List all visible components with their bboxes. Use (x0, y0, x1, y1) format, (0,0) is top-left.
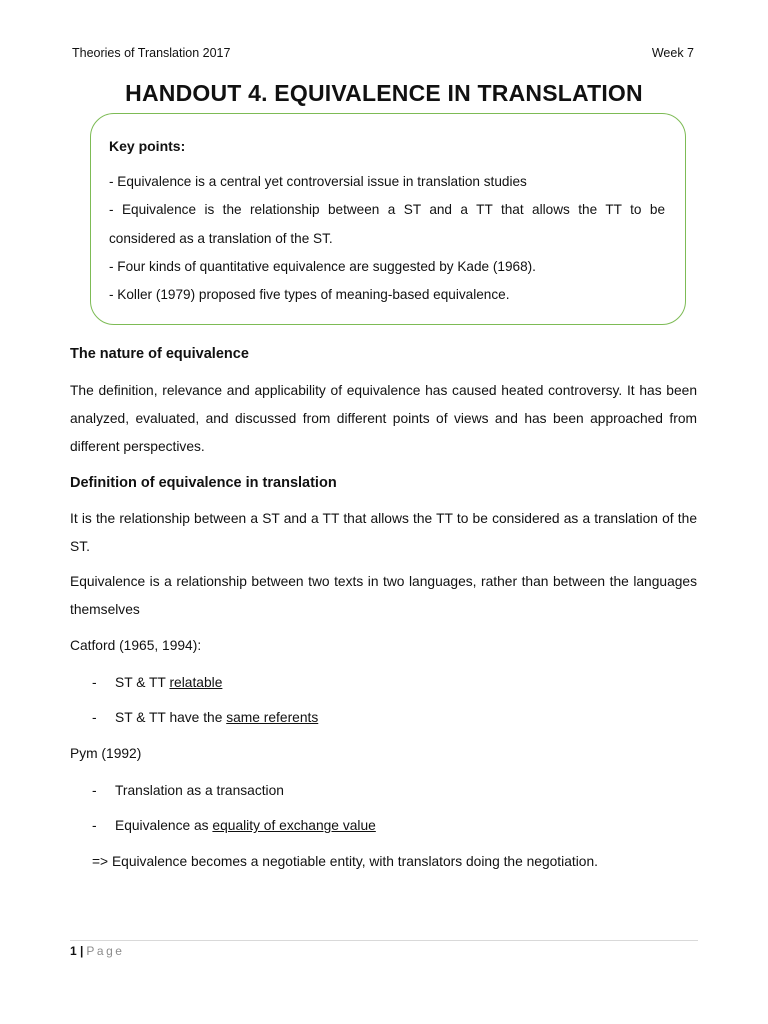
list-text: ST & TT have the (115, 710, 227, 725)
list-item (92, 675, 222, 690)
page-footer (70, 944, 124, 958)
catford-heading: Catford (1965, 1994): (70, 638, 202, 653)
list-dash: - (92, 783, 97, 798)
section-heading-definition: Definition of equivalence in translation (70, 475, 337, 491)
section-heading-nature: The nature of equivalence (70, 346, 249, 362)
page-title: HANDOUT 4. EQUIVALENCE IN TRANSLATION (125, 80, 643, 106)
underlined-term: equality of exchange value (212, 818, 376, 833)
underlined-term: relatable (169, 675, 223, 690)
list-text: Translation as a transaction (115, 783, 284, 798)
list-dash: - (92, 710, 97, 725)
page-separator: | (80, 944, 84, 958)
page-label: Page (86, 944, 125, 958)
header-week: Week 7 (651, 46, 694, 60)
footer-rule (70, 940, 698, 941)
list-text: Equivalence as (115, 818, 213, 833)
key-point-line: - Four kinds of quantitative equivalence are suggested by Kade (1968). (109, 259, 536, 274)
paragraph-nature: The definition, relevance and applicability of equivalence has caused heated controversy. It has been analyzed, evaluated, and discussed from different points of views and has been approached from different perspectives. (70, 383, 697, 454)
underlined-term: same referents (226, 710, 319, 725)
list-dash: - (92, 675, 97, 690)
key-point-line: - Koller (1979) proposed five types of meaning-based equivalence. (109, 287, 510, 302)
list-dash: - (92, 818, 97, 833)
header-course: Theories of Translation 2017 (72, 46, 231, 60)
paragraph-relationship: Equivalence is a relationship between two texts in two languages, rather than between the languages themselves (70, 574, 697, 617)
page-number: 1 (70, 944, 77, 958)
key-points-heading: Key points: (109, 138, 186, 154)
key-point-line: considered as a translation of the ST. (109, 231, 333, 246)
conclusion-line: => Equivalence becomes a negotiable entity, with translators doing the negotiation. (92, 854, 598, 869)
list-item (92, 710, 318, 725)
key-points-box (90, 113, 686, 325)
key-point-line: - Equivalence is a central yet controversial issue in translation studies (109, 174, 527, 189)
key-point-line: - Equivalence is the relationship between a ST and a TT that allows the TT to be (109, 202, 665, 217)
paragraph-definition: It is the relationship between a ST and a TT that allows the TT to be considered as a translation of the ST. (70, 511, 697, 554)
list-text: ST & TT (115, 675, 170, 690)
pym-heading: Pym (1992) (70, 746, 142, 761)
list-item (92, 783, 284, 798)
list-item (92, 818, 376, 833)
